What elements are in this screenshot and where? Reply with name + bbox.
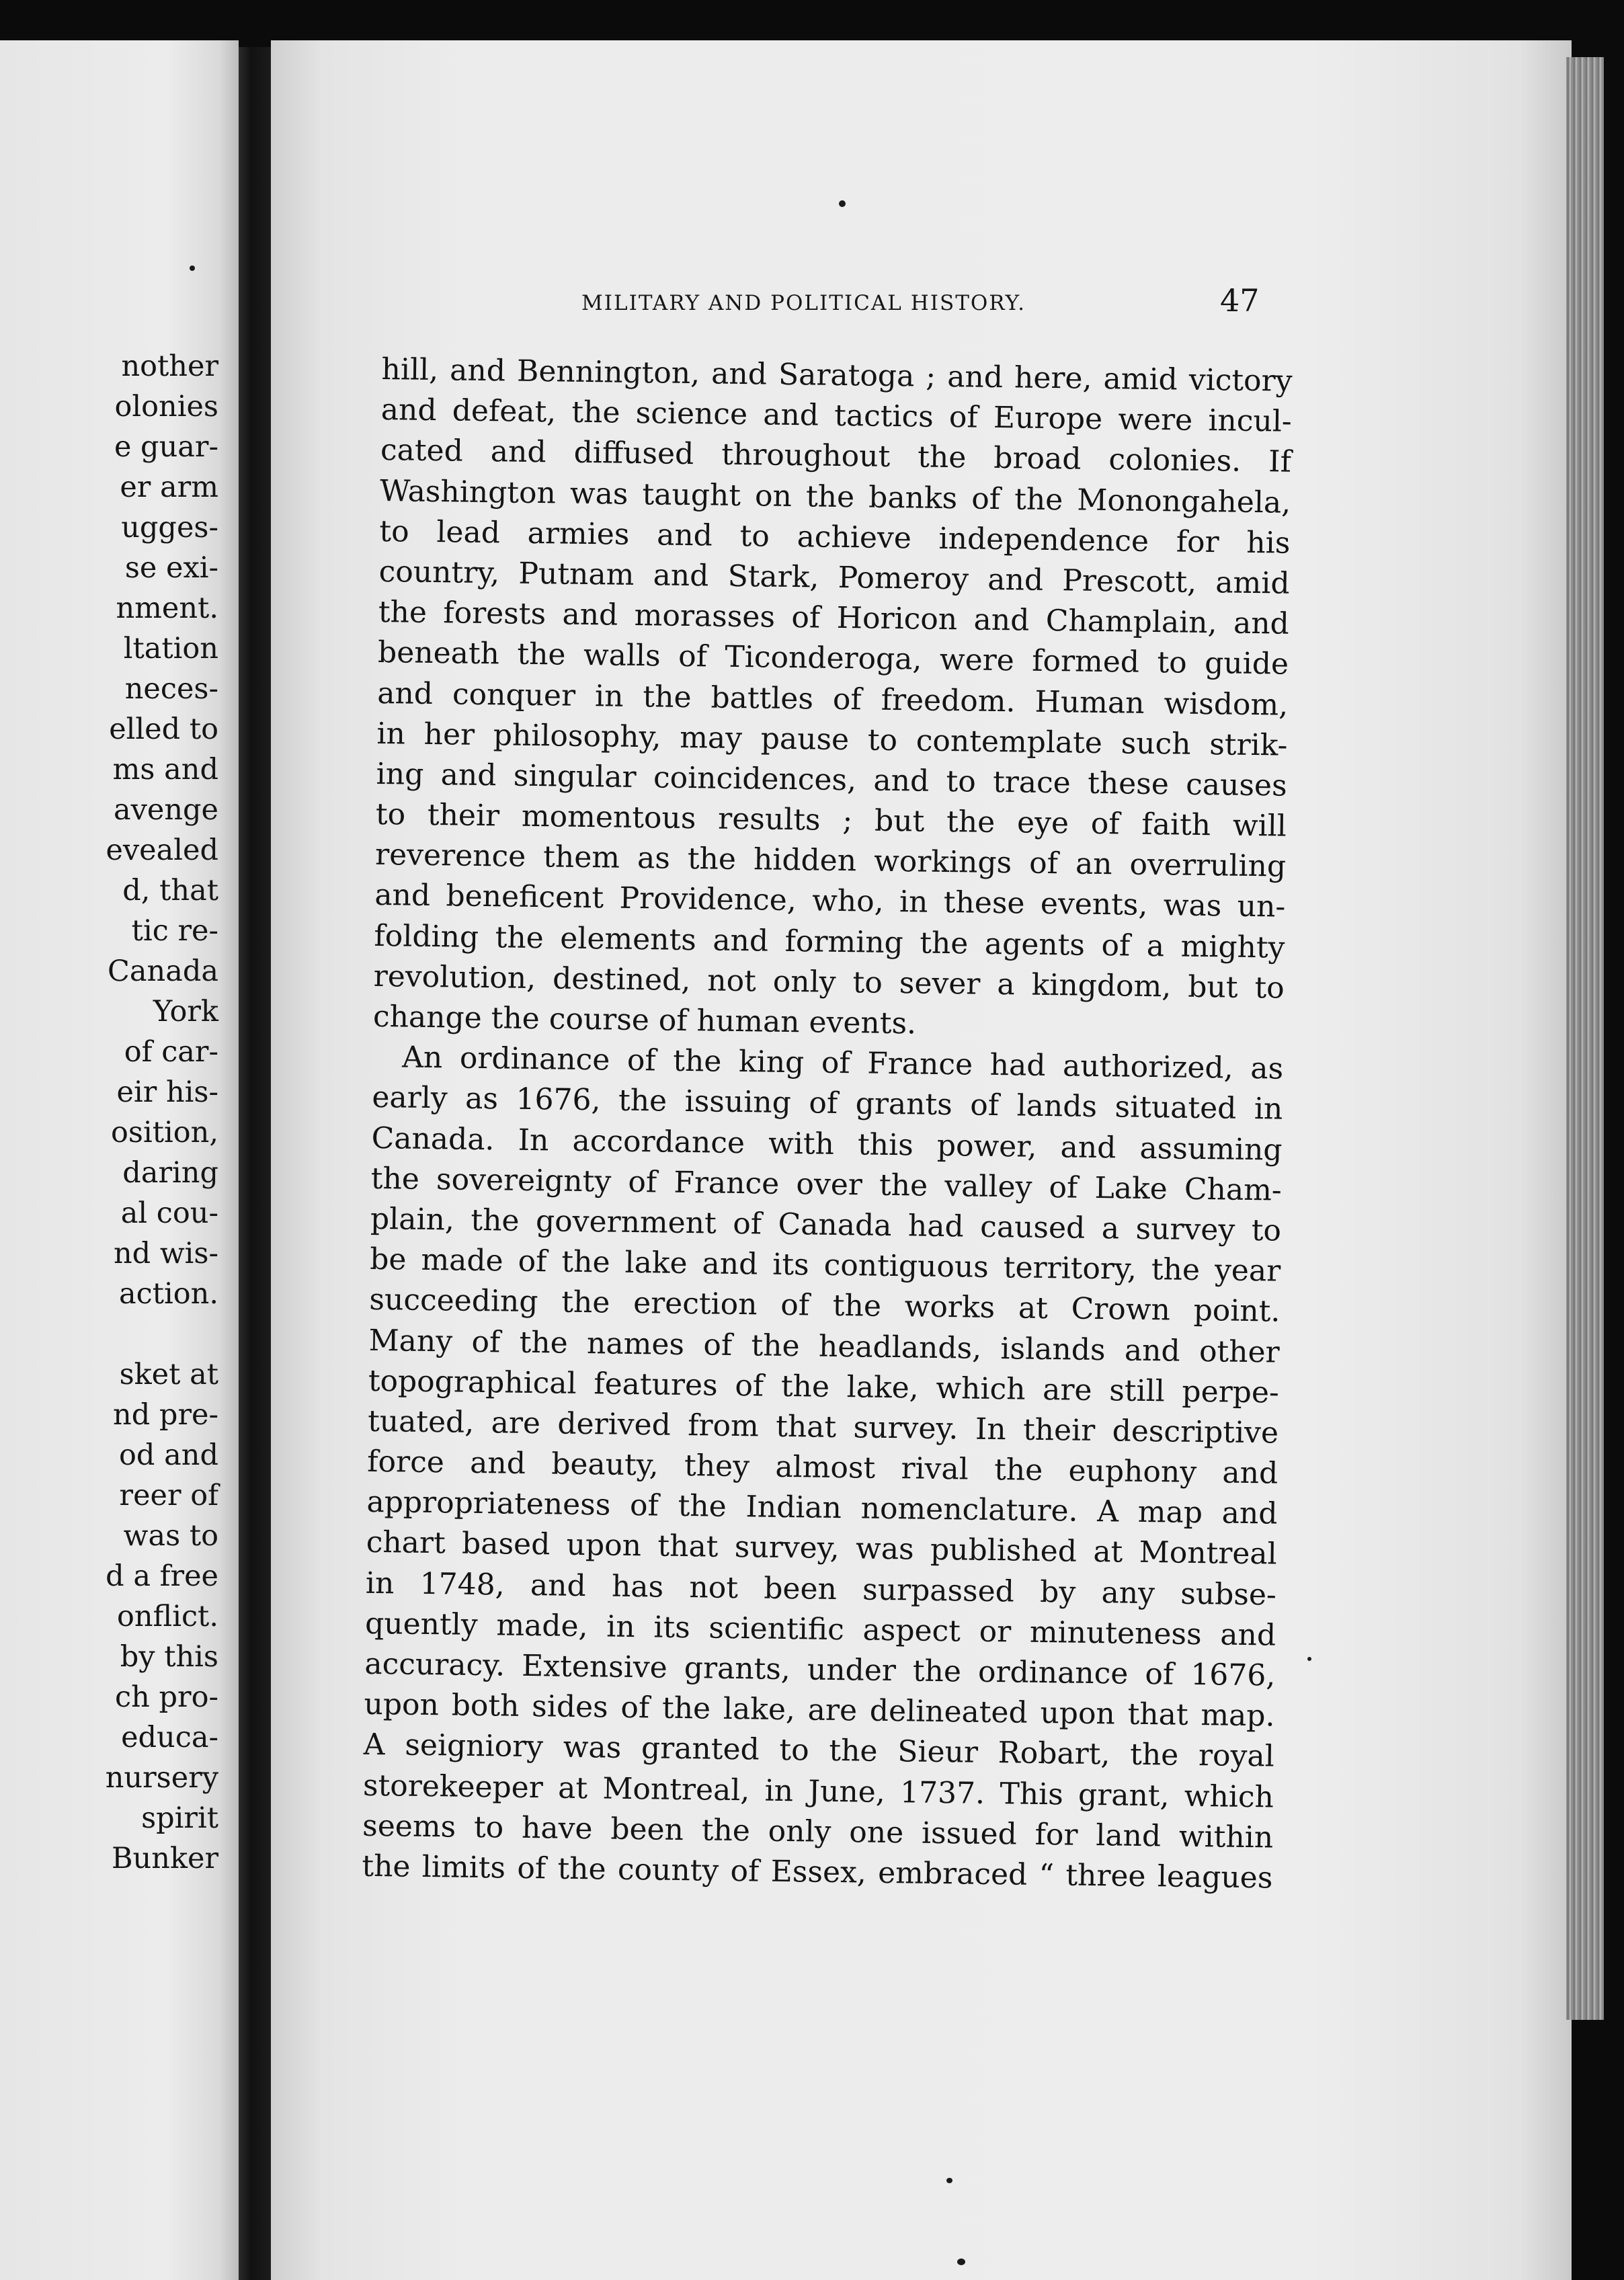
left-page-line: York <box>153 995 218 1028</box>
text-line: upon both sides of the lake, are delineated upon that map. <box>364 1687 1275 1734</box>
ink-speck <box>839 200 846 207</box>
text-line: country, Putnam and Stark, Pomeroy and Prescott, amid <box>378 554 1290 601</box>
left-page-line: ltation <box>123 632 218 665</box>
text-line: early as 1676, the issuing of grants of lands situated in <box>372 1080 1283 1127</box>
text-line: quently made, in its scientific aspect or minuteness and <box>364 1606 1276 1653</box>
text-line: in 1748, and has not been surpassed by any subse- <box>365 1565 1277 1613</box>
text-line: force and beauty, they almost rival the euphony and <box>367 1444 1278 1491</box>
left-page-line: olonies <box>114 390 218 423</box>
left-page-line: avenge <box>113 793 218 827</box>
text-line: and beneficent Providence, who, in these events, was un- <box>374 878 1286 925</box>
text-line: reverence them as the hidden workings of an overruling <box>374 838 1287 884</box>
left-page-line: al cou- <box>120 1196 218 1230</box>
text-line: ing and singular coincidences, and to trace these causes <box>376 756 1287 803</box>
left-page-line: d a free <box>106 1559 218 1593</box>
left-page-line: nursery <box>105 1761 218 1795</box>
text-line: Washington was taught on the banks of the Monongahela, <box>379 473 1291 520</box>
left-page-line: elled to <box>109 712 218 746</box>
left-page-line: e guar- <box>114 430 218 464</box>
text-line: plain, the government of Canada had caused a survey to <box>370 1201 1282 1248</box>
text-line: tuated, are derived from that survey. In their descriptive <box>367 1403 1279 1451</box>
left-page-line: nother <box>121 350 218 383</box>
text-line: accuracy. Extensive grants, under the ordinance of 1676, <box>364 1646 1276 1693</box>
text-line: beneath the walls of Ticonderoga, were formed to guide <box>377 635 1289 682</box>
body-text <box>362 350 1293 1899</box>
ink-speck <box>190 266 195 271</box>
text-line: cated and diffused throughout the broad colonies. If <box>380 433 1292 480</box>
left-page-line: of car- <box>124 1035 218 1069</box>
text-line: hill, and Bennington, and Saratoga ; and here, amid victory <box>381 352 1293 399</box>
text-line: the forests and morasses of Horicon and Champlain, and <box>378 595 1290 641</box>
left-page-line: was to <box>123 1519 218 1553</box>
text-line: chart based upon that survey, was published at Montreal <box>366 1525 1277 1572</box>
text-line: to their momentous results ; but the eye of faith will <box>375 797 1287 844</box>
left-page-line: by this <box>120 1640 218 1674</box>
left-page-line: spirit <box>141 1801 218 1835</box>
left-page-line: nd pre- <box>113 1398 218 1432</box>
left-page-line: eir his- <box>116 1075 218 1109</box>
left-page-line: daring <box>122 1156 218 1190</box>
text-line: An ordinance of the king of France had authorized, as <box>401 1040 1284 1086</box>
left-page-gap <box>106 1314 218 1354</box>
text-line: appropriateness of the Indian nomenclature. A map and <box>366 1485 1278 1531</box>
left-page-line: se exi- <box>124 551 218 585</box>
running-head: MILITARY AND POLITICAL HISTORY. <box>581 291 1026 315</box>
text-line: revolution, destined, not only to sever a kingdom, but to <box>373 959 1285 1006</box>
text-line: Many of the names of the headlands, islands and other <box>368 1323 1280 1370</box>
text-line: in her philosophy, may pause to contemplate such strik- <box>376 716 1288 763</box>
left-page-line: educa- <box>121 1721 218 1754</box>
left-page-line: ugges- <box>121 511 218 544</box>
ink-speck <box>946 2178 952 2183</box>
text-line: change the course of human events. <box>372 999 917 1041</box>
left-page-line: onflict. <box>116 1600 218 1633</box>
left-page <box>0 40 239 2280</box>
left-page-line: ms and <box>112 753 218 786</box>
book-gutter <box>239 47 271 2280</box>
text-line: and conquer in the battles of freedom. Human wisdom, <box>376 676 1289 723</box>
text-line: the sovereignty of France over the valley of Lake Cham- <box>370 1161 1283 1208</box>
text-line: to lead armies and to achieve independence for his <box>379 514 1291 561</box>
left-page-line: reer of <box>119 1479 218 1512</box>
text-line: folding the elements and forming the agents of a mighty <box>374 918 1285 965</box>
text-line: topographical features of the lake, which are still perpe- <box>368 1363 1280 1410</box>
left-page-line: er arm <box>120 471 218 504</box>
text-line: and defeat, the science and tactics of Europe were incul- <box>380 393 1293 439</box>
left-page-text <box>106 346 218 1879</box>
left-page-line: nment. <box>116 592 218 625</box>
paragraph <box>362 1037 1283 1899</box>
text-line: Canada. In accordance with this power, and assuming <box>371 1121 1283 1168</box>
left-page-line: osition, <box>111 1116 218 1149</box>
left-page-line: ch pro- <box>115 1680 218 1714</box>
paragraph <box>373 350 1293 1049</box>
left-page-line: Canada <box>107 954 218 988</box>
text-line: succeeding the erection of the works at Crown point. <box>369 1282 1281 1329</box>
text-line: A seigniory was granted to the Sieur Robart, the royal <box>363 1727 1275 1774</box>
left-page-line: od and <box>119 1438 218 1472</box>
ink-speck <box>1307 1657 1311 1661</box>
left-page-line: Bunker <box>111 1842 218 1875</box>
page-number: 47 <box>1220 282 1260 319</box>
text-line: be made of the lake and its contiguous territory, the year <box>369 1242 1281 1289</box>
left-page-line: sket at <box>119 1358 218 1391</box>
left-page-line: d, that <box>122 874 218 907</box>
left-page-line: action. <box>118 1277 218 1311</box>
text-line: seems to have been the only one issued for land within <box>362 1808 1274 1855</box>
left-page-line: tic re- <box>131 914 218 948</box>
page-edges <box>1566 57 1604 2020</box>
left-page-line: neces- <box>124 672 218 706</box>
text-line: the limits of the county of Essex, embraced “ three leagues <box>362 1848 1273 1896</box>
left-page-line: nd wis- <box>113 1237 218 1270</box>
left-page-line: evealed <box>106 833 218 867</box>
text-line: storekeeper at Montreal, in June, 1737. This grant, which <box>362 1768 1274 1815</box>
ink-speck <box>957 2258 965 2265</box>
